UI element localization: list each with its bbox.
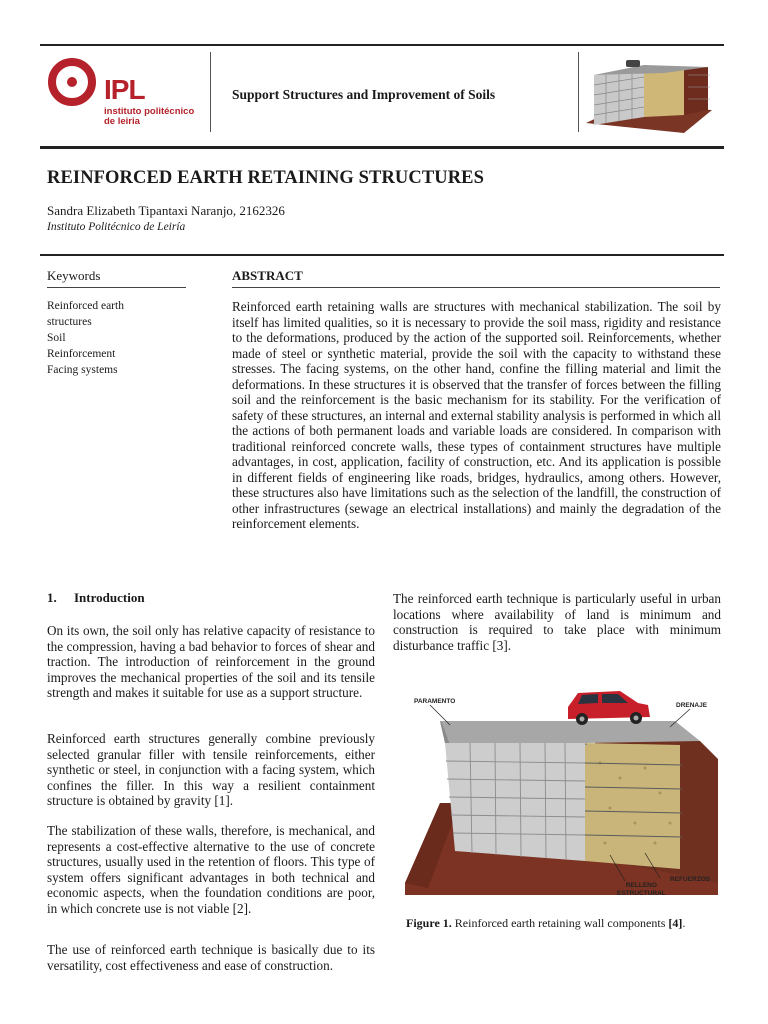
keyword-item: Soil xyxy=(47,332,66,344)
keyword-item: Reinforced earth xyxy=(47,300,124,312)
keyword-item: Facing systems xyxy=(47,364,118,376)
header-divider-left xyxy=(210,52,211,132)
caption-ref: [4] xyxy=(668,916,683,930)
keywords-rule xyxy=(47,287,186,288)
intro-paragraph-1: On its own, the soil only has relative capacity of resistance to the compression, having a bad behavior to forces of shear and traction. The introduction of reinforcement in the ground improves the mechanical properties of the soil and its tensile strength and makes it suitable for use as a support structure. xyxy=(47,623,375,700)
section-number: 1. xyxy=(47,590,57,605)
header-top-rule xyxy=(40,44,724,46)
section-title: Introduction xyxy=(74,590,145,605)
logo-line-1: instituto politécnico xyxy=(104,106,195,117)
paper-affiliation: Instituto Politécnico de Leiría xyxy=(47,221,186,233)
header-divider-right xyxy=(578,52,579,132)
journal-title: Support Structures and Improvement of Soils xyxy=(232,87,496,102)
section-1-heading xyxy=(47,590,145,606)
figure-label-drainage: DRENAJE xyxy=(676,702,708,709)
logo-word: IPL xyxy=(104,74,145,105)
header-wall-thumbnail xyxy=(584,55,714,135)
header-bottom-rule xyxy=(40,146,724,149)
figure-label-fill xyxy=(617,882,666,898)
figure-1-caption xyxy=(406,916,685,931)
abstract-rule xyxy=(232,287,720,288)
caption-end: . xyxy=(682,916,686,930)
figure-label-reinforcement: REFUERZOS xyxy=(670,876,711,883)
right-column-paragraph: The reinforced earth technique is particularly useful in urban locations where availability of land is minimum and construction is required to take place with minimum disturbance traffic [3]. xyxy=(393,591,721,653)
ipl-logo-mark-icon xyxy=(46,56,98,108)
keywords-list xyxy=(47,298,197,378)
caption-text: Reinforced earth retaining wall components xyxy=(451,916,669,930)
keywords-heading: Keywords xyxy=(47,268,101,283)
ipl-logo xyxy=(46,56,206,136)
intro-paragraph-2: Reinforced earth structures generally combine previously selected granular filler with tensile reinforcements, either synthetic or steel, in conjunction with a facing system, which confines the filler. In this way a resilient containment structure is obtained by gravity [1]. xyxy=(47,731,375,808)
caption-label: Figure 1. xyxy=(406,916,452,930)
keyword-item: structures xyxy=(47,316,92,328)
abstract-heading: ABSTRACT xyxy=(232,268,303,283)
figure-1-illustration xyxy=(400,683,720,895)
paper-author: Sandra Elizabeth Tipantaxi Naranjo, 2162326 xyxy=(47,203,285,218)
paper-title: REINFORCED EARTH RETAINING STRUCTURES xyxy=(47,168,485,188)
keyword-item: Reinforcement xyxy=(47,348,116,360)
title-separator-rule xyxy=(40,254,724,256)
intro-paragraph-4: The use of reinforced earth technique is basically due to its versatility, cost effectiveness and ease of construction. xyxy=(47,942,375,973)
abstract-text: Reinforced earth retaining walls are structures with mechanical stabilization. The soil by itself has limited qualities, so it is necessary to provide the soil mass, rigidity and resistance to the deformations, produced by the action of the supported soil. Reinforcements, whether made of steel or synthetic material, provide the soil with the capacity to withstand these stresses. The facing systems, on the other hand, confine the filling material and limit the deformations. In these structures it is observed that the transfer of forces between the filling soil and the reinforcement is the basic mechanism for its stability. For the verification of safety of these structures, an internal and external stability analysis is performed in which all the actions of both permanent loads and variable loads are considered. In comparison with traditional reinforced concrete walls, these types of containment structures have multiple advantages, in cost, application, facility of construction, etc. And its application is possible in different fields of engineering like roads, bridges, hydraulics, among others. However, these structures also have limitations such as the selection of the landfill, the construction of other infrastructures (sewage an electrical installations) and mainly the degradation of the reinforcement elements. xyxy=(232,299,721,531)
car-icon xyxy=(568,691,650,725)
intro-paragraph-3: The stabilization of these walls, therefore, is mechanical, and represents a cost-effective alternative to the use of concrete structures, usually used in the retention of floors. This type of system offers significant advantages in both technical and economic aspects, when the foundation conditions are poor, in which concrete use is not viable [2]. xyxy=(47,823,375,916)
figure-label-facing: PARAMENTO xyxy=(414,698,456,705)
figure-label-fill-line-2: ESTRUCTURAL xyxy=(617,890,666,897)
logo-line-2: de leiria xyxy=(104,116,140,127)
figure-label-fill-line-1: RELLENO xyxy=(625,882,657,889)
